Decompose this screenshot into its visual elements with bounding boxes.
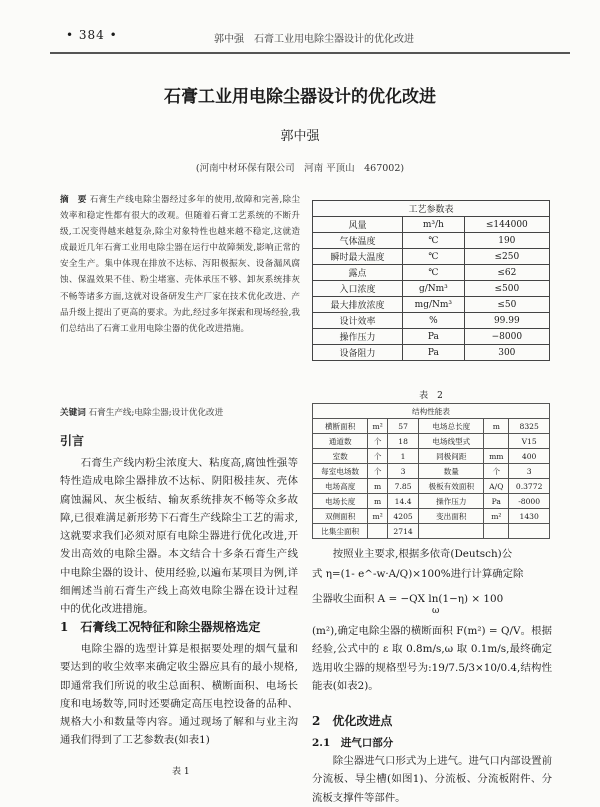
table1-row (313, 281, 550, 297)
table2-row (313, 479, 550, 494)
table2-row (313, 449, 550, 464)
table2-cell: 0.3772 (509, 479, 550, 494)
table2-cell: 1430 (509, 509, 550, 524)
table1-cell: ≤250 (464, 249, 549, 265)
table1-cell: mg/Nm³ (403, 297, 465, 313)
table2-caption: 结构性能表 (313, 404, 550, 419)
table2-cell (484, 434, 509, 449)
table1-cell: ℃ (403, 249, 465, 265)
table1-cell: 入口浓度 (313, 281, 403, 297)
table2-cell: 个 (368, 464, 388, 479)
table2-cell: 2714 (387, 524, 418, 539)
table2-row (313, 509, 550, 524)
table2-cell: m (368, 494, 388, 509)
table2-cell: 400 (509, 449, 550, 464)
affiliation: (河南中材环保有限公司 河南 平顶山 467002) (195, 163, 405, 174)
table1-cell: 设计效率 (313, 313, 403, 329)
table2-cell: 电场长度 (313, 494, 368, 509)
table2-cell: 电场高度 (313, 479, 368, 494)
table2-cell: A/Q (484, 479, 509, 494)
abstract (60, 192, 300, 337)
process-parameter-table (312, 200, 550, 361)
running-title: 郭中强 石膏工业用电除尘器设计的优化改进 (214, 34, 414, 45)
table2-cell: 3 (509, 464, 550, 479)
section1-paragraph: 电除尘器的选型计算是根据要处理的烟气量和要达到的收尘效率来确定收尘器应具有的最小规格,即通常我们所说的收尘总面积、横断面积、电场长度和电场数等,同时还要确定高压电控设备的品种、规格大小和数量等内容。通过现场了解和与业主沟通我们得到了工艺参数表(如表1) (60, 643, 298, 747)
table1-cell: Pa (403, 345, 465, 361)
keywords (60, 406, 300, 420)
section21-paragraph: 除尘器进气口形式为上进气。进气口内部设置前分流板、导尘槽(如图1)、分流板、分流板附件、分流板支撑件等部件。 (312, 755, 552, 804)
header-rule (50, 52, 570, 54)
right-para1-rest: (m²),确定电除尘器的横断面积 F(m²) = Q/V。根据经验,公式中的 ε 取 0.8m/s,ω 取 0.1m/s,最终确定选用收尘器的规格型号为:19/7.5/3×10/0.4,结构性能表(如表2)。 (312, 625, 552, 692)
table2-cell: 双侧面积 (313, 509, 368, 524)
table1-cell: ≤62 (464, 265, 549, 281)
section2-heading: 2 优化改进点 (312, 714, 393, 728)
table1-cell: ≤144000 (464, 217, 549, 233)
table2-cell: 比集尘面积 (313, 524, 368, 539)
table1-cell: 设备阻力 (313, 345, 403, 361)
table1-row (313, 345, 550, 361)
table2-cell: m² (484, 509, 509, 524)
formula-denominator: ω (432, 606, 440, 616)
table2-cell (509, 524, 550, 539)
table2-cell: 14.4 (387, 494, 418, 509)
table1-row (313, 329, 550, 345)
table1-cell: 瞬时最大温度 (313, 249, 403, 265)
table2-cell: 电场线型式 (419, 434, 484, 449)
table1-cell: ≤500 (464, 281, 549, 297)
right-para1-line2: 式 η=(1- e^-w·A/Q)×100%进行计算确定除 (312, 568, 524, 580)
table1-cell: 190 (464, 233, 549, 249)
table1-cell: g/Nm³ (403, 281, 465, 297)
author: 郭中强 (280, 129, 320, 144)
table1-cell: Pa (403, 329, 465, 345)
table2-cell: 57 (387, 419, 418, 434)
table2-cell: Pa (484, 494, 509, 509)
table2-cell: 1 (387, 449, 418, 464)
table1-cell: m³/h (403, 217, 465, 233)
right-para1-formula: 尘器收尘面积 A = −QX ln(1−η) × 100 (312, 593, 504, 605)
table1-row (313, 217, 550, 233)
intro-paragraph: 石膏生产线内粉尘浓度大、粘度高,腐蚀性强等特性造成电除尘器排放不达标、阴阳极挂灰、壳体腐蚀漏风、灰尘板结、输灰系统排灰不畅等众多故障,已很难满足新形势下石膏生产线除尘工艺的需求,这就要求我们必须对原有电除尘器进行优化改进,开发出高效的电除尘器。本文结合十多条石膏生产线中电除尘器的设计、使用经验,以遍布某项目为例,详细阐述当前石膏生产线上高效电除尘器在设计过程中的优化改进措施。 (60, 457, 298, 616)
table1-cell: −8000 (464, 329, 549, 345)
table2-cell: 室数 (313, 449, 368, 464)
table1-cell: ≤50 (464, 297, 549, 313)
table2-cell (419, 524, 484, 539)
section1-heading: 1 石膏线工况特征和除尘器规格选定 (60, 620, 261, 634)
table2-cell: 每室电场数 (313, 464, 368, 479)
table2-cell: m (484, 419, 509, 434)
table2-cell: 个 (368, 449, 388, 464)
intro-heading: 引言 (60, 434, 85, 448)
abstract-label: 摘 要 (60, 195, 87, 205)
table2-cell: 4205 (387, 509, 418, 524)
table1-row (313, 297, 550, 313)
page-number: • 384 • (66, 28, 118, 42)
table2-cell: 极板有效面积 (419, 479, 484, 494)
section21-heading: 2.1 进气口部分 (312, 737, 394, 749)
table2-cell: 3 (387, 464, 418, 479)
table1-row (313, 233, 550, 249)
table1-cell: ℃ (403, 233, 465, 249)
table1-cell: 风量 (313, 217, 403, 233)
keywords-text: 石膏生产线;电除尘器;设计优化改进 (88, 408, 224, 418)
abstract-text: 石膏生产线电除尘器经过多年的使用,故障和完善,除尘效率和稳定性都有很大的改观。但随着石膏工艺系统的不断升级,工况变得越来越复杂,除尘对象特性也越来越不稳定,这就造成最近几年石膏工业用电除尘器在运行中故障频发,影响正常的安全生产。集中体现在排放不达标、泻阳极振灰、设备漏风腐蚀、保温效果不佳、粉尘堵塞、壳体承压不够、卸灰系统排灰不畅等诸多方面,这就对设备研发生产厂家在技术优化改进、产品升级上提出了更高的要求。为此,经过多年探索和现场经验,我们总结出了石膏工业用电除尘器的优化改进措施。 (60, 195, 300, 334)
table1-cell: % (403, 313, 465, 329)
table2-row (313, 524, 550, 539)
table2-cell: 电场总长度 (419, 419, 484, 434)
table2-cell: 8325 (509, 419, 550, 434)
table1-cell: ℃ (403, 265, 465, 281)
table2-cell: 变出面积 (419, 509, 484, 524)
right-para1-line1: 按照业主要求,根据多依奇(Deutsch)公 (332, 548, 513, 560)
table1-cell: 最大排放浓度 (313, 297, 403, 313)
table2-row (313, 419, 550, 434)
table2-row (313, 464, 550, 479)
table2-row (313, 434, 550, 449)
table1-footer-mark: 表 1 (172, 767, 190, 777)
table1-cell: 300 (464, 345, 549, 361)
table2-cell (368, 524, 388, 539)
table1-cell: 99.99 (464, 313, 549, 329)
table2-cell: 操作压力 (419, 494, 484, 509)
table2-cell: V15 (509, 434, 550, 449)
keywords-label: 关键词 (60, 408, 86, 418)
table2-cell (484, 524, 509, 539)
table2-cell: 通道数 (313, 434, 368, 449)
table1-cell: 露点 (313, 265, 403, 281)
table2-cell: 横断面积 (313, 419, 368, 434)
table1-row (313, 313, 550, 329)
table2-cell: mm (484, 449, 509, 464)
table1-cell: 气体温度 (313, 233, 403, 249)
table1-row (313, 265, 550, 281)
table2-cell: m² (368, 509, 388, 524)
table1-row (313, 249, 550, 265)
table1-cell: 操作压力 (313, 329, 403, 345)
table2-cell: 个 (484, 464, 509, 479)
table1-caption: 工艺参数表 (313, 201, 550, 217)
paper-title: 石膏工业用电除尘器设计的优化改进 (164, 87, 436, 107)
table2-cell: m² (368, 419, 388, 434)
table2-row (313, 494, 550, 509)
table2-cell: 同极间距 (419, 449, 484, 464)
structure-performance-table (312, 403, 550, 539)
table2-cell: 个 (368, 434, 388, 449)
table2-cell: 7.85 (387, 479, 418, 494)
table2-cell: -8000 (509, 494, 550, 509)
table2-cell: 18 (387, 434, 418, 449)
table2-cell: m (368, 479, 388, 494)
table2-label: 表 2 (419, 391, 443, 401)
table2-cell: 数量 (419, 464, 484, 479)
